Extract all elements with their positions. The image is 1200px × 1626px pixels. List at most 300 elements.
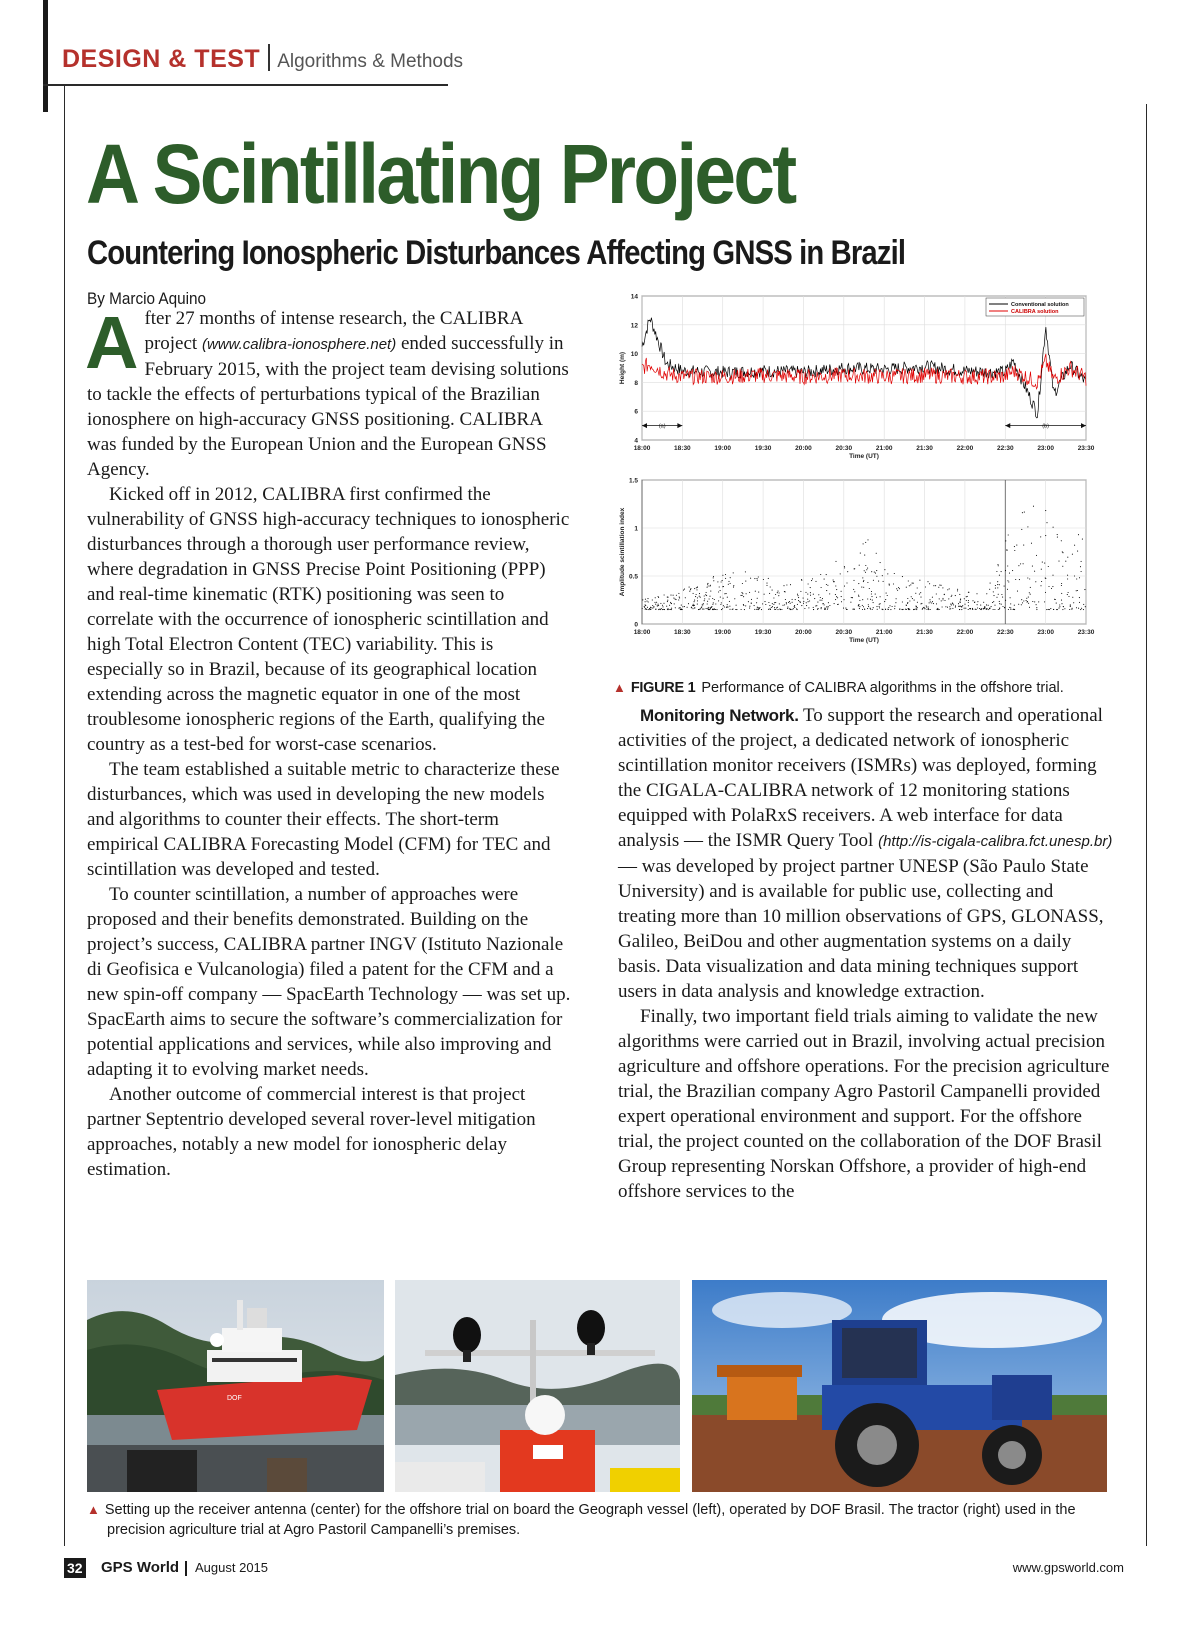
data-point bbox=[1032, 601, 1033, 602]
data-point bbox=[697, 604, 698, 605]
data-point bbox=[923, 607, 924, 608]
data-point bbox=[722, 586, 723, 587]
data-point bbox=[796, 608, 797, 609]
data-point bbox=[761, 609, 762, 610]
data-point bbox=[719, 586, 720, 587]
data-point bbox=[835, 594, 836, 595]
x-tick-label: 21:30 bbox=[916, 629, 933, 636]
data-point bbox=[894, 606, 895, 607]
x-tick-label: 20:00 bbox=[795, 629, 812, 636]
data-point bbox=[844, 586, 845, 587]
data-point bbox=[688, 603, 689, 604]
data-point bbox=[964, 604, 965, 605]
data-point bbox=[994, 605, 995, 606]
data-point bbox=[1046, 609, 1047, 610]
data-point bbox=[817, 602, 818, 603]
data-point bbox=[861, 587, 862, 588]
data-point bbox=[1045, 592, 1046, 593]
data-point bbox=[1050, 608, 1051, 609]
data-point bbox=[1015, 579, 1016, 580]
section-divider bbox=[268, 44, 270, 71]
data-point bbox=[1083, 604, 1084, 605]
data-point bbox=[919, 594, 920, 595]
data-point bbox=[998, 609, 999, 610]
data-point bbox=[961, 606, 962, 607]
data-point bbox=[859, 600, 860, 601]
data-point bbox=[658, 604, 659, 605]
paragraph: Kicked off in 2012, CALIBRA first confirmed the vulnerability of GNSS high-accuracy techniques to ionospheric disturbances through a thorough user performance review, where degradation in GNSS Precise Point Positioning (PPP) and real-time kinematic (RTK) positioning was seen to correlate with the occurrence of ionospheric scintillation and high Total Electron Content (TEC) variability. This is especially so in Brazil, because of its geographical location extending across the magnetic equator in one of the most troublesome ionospheric regions of the Earth, qualifying the country as a test-bed for worst-case scenarios. bbox=[87, 484, 570, 755]
data-point bbox=[1061, 593, 1062, 594]
data-point bbox=[774, 602, 775, 603]
data-point bbox=[917, 607, 918, 608]
data-point bbox=[756, 609, 757, 610]
data-point bbox=[1010, 609, 1011, 610]
ismr-url-link[interactable]: (http://is-cigala-calibra.fct.unesp.br) bbox=[878, 833, 1113, 850]
data-point bbox=[998, 594, 999, 595]
data-point bbox=[888, 609, 889, 610]
data-point bbox=[1052, 586, 1053, 587]
data-point bbox=[965, 608, 966, 609]
data-point bbox=[684, 606, 685, 607]
data-point bbox=[853, 609, 854, 610]
data-point bbox=[675, 599, 676, 600]
data-point bbox=[694, 607, 695, 608]
data-point bbox=[865, 565, 866, 566]
data-point bbox=[813, 594, 814, 595]
data-point bbox=[657, 605, 658, 606]
article-subtitle: Countering Ionospheric Disturbances Affecting GNSS in Brazil bbox=[87, 234, 906, 272]
data-point bbox=[871, 596, 872, 597]
data-point bbox=[833, 579, 834, 580]
data-point bbox=[850, 602, 851, 603]
data-point bbox=[863, 543, 864, 544]
data-point bbox=[926, 609, 927, 610]
data-point bbox=[673, 598, 674, 599]
data-point bbox=[835, 561, 836, 562]
data-point bbox=[995, 588, 996, 589]
data-point bbox=[1034, 601, 1035, 602]
data-point bbox=[1004, 586, 1005, 587]
data-point bbox=[1082, 539, 1083, 540]
data-point bbox=[778, 595, 779, 596]
data-point bbox=[826, 574, 827, 575]
data-point bbox=[728, 581, 729, 582]
data-point bbox=[693, 605, 694, 606]
data-point bbox=[867, 608, 868, 609]
data-point bbox=[646, 609, 647, 610]
data-point bbox=[826, 606, 827, 607]
data-point bbox=[652, 608, 653, 609]
data-point bbox=[696, 594, 697, 595]
data-point bbox=[697, 587, 698, 588]
data-point bbox=[697, 597, 698, 598]
data-point bbox=[742, 583, 743, 584]
x-tick-label: 20:00 bbox=[795, 445, 812, 452]
data-point bbox=[769, 605, 770, 606]
data-point bbox=[894, 573, 895, 574]
data-point bbox=[801, 580, 802, 581]
data-point bbox=[1005, 600, 1006, 601]
data-point bbox=[977, 607, 978, 608]
data-point bbox=[1008, 534, 1009, 535]
data-point bbox=[656, 602, 657, 603]
data-point bbox=[723, 605, 724, 606]
data-point bbox=[959, 606, 960, 607]
data-point bbox=[813, 609, 814, 610]
data-point bbox=[699, 593, 700, 594]
data-point bbox=[1076, 607, 1077, 608]
data-point bbox=[993, 609, 994, 610]
data-point bbox=[952, 608, 953, 609]
data-point bbox=[836, 596, 837, 597]
data-point bbox=[746, 593, 747, 594]
data-point bbox=[925, 586, 926, 587]
data-point bbox=[865, 572, 866, 573]
y-axis-label: Amplitude scintillation index bbox=[619, 507, 626, 597]
data-point bbox=[667, 609, 668, 610]
data-point bbox=[673, 595, 674, 596]
data-point bbox=[652, 605, 653, 606]
data-point bbox=[1005, 570, 1006, 571]
data-point bbox=[721, 581, 722, 582]
data-point bbox=[789, 601, 790, 602]
data-point bbox=[858, 583, 859, 584]
data-point bbox=[757, 598, 758, 599]
data-point bbox=[713, 609, 714, 610]
data-point bbox=[705, 594, 706, 595]
data-point bbox=[854, 568, 855, 569]
paragraph-monitoring bbox=[618, 703, 1114, 1004]
data-point bbox=[645, 599, 646, 600]
data-point bbox=[1044, 601, 1045, 602]
legend-entry: CALIBRA solution bbox=[1011, 309, 1059, 315]
data-point bbox=[913, 609, 914, 610]
data-point bbox=[716, 609, 717, 610]
data-point bbox=[666, 606, 667, 607]
data-point bbox=[920, 597, 921, 598]
data-point bbox=[999, 608, 1000, 609]
data-point bbox=[1023, 600, 1024, 601]
data-point bbox=[888, 607, 889, 608]
data-point bbox=[742, 595, 743, 596]
data-point bbox=[1072, 597, 1073, 598]
data-point bbox=[736, 605, 737, 606]
data-point bbox=[777, 609, 778, 610]
left-column bbox=[85, 301, 571, 1182]
data-point bbox=[650, 609, 651, 610]
data-point bbox=[916, 608, 917, 609]
data-point bbox=[885, 609, 886, 610]
data-point bbox=[648, 609, 649, 610]
data-point bbox=[1059, 606, 1060, 607]
data-point bbox=[870, 599, 871, 600]
data-point bbox=[757, 607, 758, 608]
data-point bbox=[993, 591, 994, 592]
data-point bbox=[1004, 607, 1005, 608]
data-point bbox=[951, 596, 952, 597]
data-point bbox=[858, 595, 859, 596]
data-point bbox=[661, 608, 662, 609]
data-point bbox=[1061, 603, 1062, 604]
figure-caption bbox=[613, 680, 1064, 696]
data-point bbox=[681, 605, 682, 606]
data-point bbox=[834, 581, 835, 582]
data-point bbox=[773, 597, 774, 598]
data-point bbox=[786, 602, 787, 603]
data-point bbox=[870, 609, 871, 610]
data-point bbox=[877, 609, 878, 610]
data-point bbox=[647, 598, 648, 599]
data-point bbox=[907, 603, 908, 604]
data-point bbox=[663, 603, 664, 604]
data-point bbox=[756, 602, 757, 603]
data-point bbox=[1036, 607, 1037, 608]
data-point bbox=[926, 607, 927, 608]
data-point bbox=[797, 594, 798, 595]
data-point bbox=[945, 606, 946, 607]
data-point bbox=[670, 595, 671, 596]
data-point bbox=[1023, 545, 1024, 546]
data-point bbox=[867, 598, 868, 599]
data-point bbox=[694, 605, 695, 606]
data-point bbox=[823, 603, 824, 604]
data-point bbox=[700, 597, 701, 598]
data-point bbox=[785, 599, 786, 600]
data-point bbox=[687, 607, 688, 608]
x-tick-label: 18:30 bbox=[674, 629, 691, 636]
x-tick-label: 18:00 bbox=[633, 445, 651, 452]
data-point bbox=[955, 605, 956, 606]
data-point bbox=[909, 609, 910, 610]
data-point bbox=[1057, 534, 1058, 535]
data-point bbox=[690, 588, 691, 589]
data-point bbox=[841, 596, 842, 597]
data-point bbox=[800, 602, 801, 603]
data-point bbox=[919, 580, 920, 581]
data-point bbox=[889, 585, 890, 586]
data-point bbox=[962, 605, 963, 606]
data-point bbox=[711, 606, 712, 607]
data-point bbox=[790, 603, 791, 604]
paragraph-text: To support the research and operational activities of the project, a dedicated network of ionospheric scintillation monitor receivers (ISMRs) was deployed, forming the CIGALA-CALIBRA network of 12 monitoring stations equipped with PolaRxS receivers. A web interface for data analysis — the ISMR Query Tool bbox=[618, 705, 1103, 851]
data-point bbox=[764, 594, 765, 595]
data-point bbox=[721, 602, 722, 603]
data-point bbox=[795, 599, 796, 600]
website-link[interactable]: www.gpsworld.com bbox=[1012, 1560, 1124, 1575]
data-point bbox=[706, 595, 707, 596]
data-point bbox=[1067, 557, 1068, 558]
data-point bbox=[968, 609, 969, 610]
data-point bbox=[1080, 566, 1081, 567]
data-point bbox=[864, 555, 865, 556]
data-point bbox=[1045, 510, 1046, 511]
data-point bbox=[1021, 599, 1022, 600]
data-point bbox=[690, 589, 691, 590]
data-point bbox=[762, 603, 763, 604]
data-point bbox=[958, 603, 959, 604]
y-axis-label: Height (m) bbox=[619, 351, 626, 385]
data-point bbox=[792, 602, 793, 603]
data-point bbox=[939, 609, 940, 610]
data-point bbox=[697, 600, 698, 601]
data-point bbox=[733, 585, 734, 586]
data-point bbox=[708, 585, 709, 586]
data-point bbox=[790, 584, 791, 585]
data-point bbox=[827, 607, 828, 608]
data-point bbox=[779, 592, 780, 593]
data-point bbox=[1049, 609, 1050, 610]
data-point bbox=[801, 605, 802, 606]
data-point bbox=[834, 603, 835, 604]
data-point bbox=[768, 609, 769, 610]
data-point bbox=[988, 605, 989, 606]
data-point bbox=[854, 591, 855, 592]
data-point bbox=[972, 609, 973, 610]
x-tick-label: 22:00 bbox=[956, 629, 974, 636]
triangle-icon: ▲ bbox=[613, 680, 626, 695]
data-point bbox=[972, 600, 973, 601]
data-point bbox=[984, 607, 985, 608]
data-point bbox=[713, 602, 714, 603]
data-point bbox=[680, 609, 681, 610]
paragraph: Another outcome of commercial interest is that project partner Septentrio developed several rover-level mitigation approaches, notably a new model for ionospheric delay estimation. bbox=[87, 1084, 536, 1180]
data-point bbox=[1085, 606, 1086, 607]
data-point bbox=[658, 596, 659, 597]
data-point bbox=[759, 608, 760, 609]
data-point bbox=[712, 598, 713, 599]
data-point bbox=[689, 587, 690, 588]
data-point bbox=[913, 583, 914, 584]
data-point bbox=[902, 576, 903, 577]
data-point bbox=[899, 609, 900, 610]
data-point bbox=[727, 606, 728, 607]
data-point bbox=[734, 598, 735, 599]
x-tick-label: 20:30 bbox=[835, 445, 853, 452]
data-point bbox=[1065, 561, 1066, 562]
data-point bbox=[907, 598, 908, 599]
figure-1-charts bbox=[616, 290, 1110, 654]
data-point bbox=[712, 609, 713, 610]
data-point bbox=[951, 604, 952, 605]
data-point bbox=[674, 603, 675, 604]
data-point bbox=[927, 581, 928, 582]
data-point bbox=[1079, 602, 1080, 603]
data-point bbox=[1035, 581, 1036, 582]
data-point bbox=[936, 603, 937, 604]
data-point bbox=[858, 605, 859, 606]
data-point bbox=[959, 594, 960, 595]
data-point bbox=[1053, 527, 1054, 528]
data-point bbox=[960, 599, 961, 600]
data-point bbox=[797, 604, 798, 605]
data-point bbox=[986, 604, 987, 605]
data-point bbox=[1029, 592, 1030, 593]
data-point bbox=[694, 601, 695, 602]
page-number: 32 bbox=[64, 1558, 86, 1578]
data-point bbox=[1058, 608, 1059, 609]
data-point bbox=[966, 596, 967, 597]
data-point bbox=[1005, 540, 1006, 541]
data-point bbox=[1024, 512, 1025, 513]
data-point bbox=[997, 564, 998, 565]
data-point bbox=[730, 583, 731, 584]
data-point bbox=[679, 597, 680, 598]
data-point bbox=[853, 589, 854, 590]
data-point bbox=[670, 602, 671, 603]
data-point bbox=[706, 608, 707, 609]
data-point bbox=[1048, 586, 1049, 587]
data-point bbox=[768, 602, 769, 603]
data-point bbox=[873, 580, 874, 581]
data-point bbox=[911, 596, 912, 597]
data-point bbox=[942, 598, 943, 599]
section-header bbox=[62, 44, 463, 74]
height-chart bbox=[616, 290, 1110, 470]
data-point bbox=[720, 590, 721, 591]
data-point bbox=[892, 606, 893, 607]
data-point bbox=[803, 603, 804, 604]
data-point bbox=[743, 596, 744, 597]
data-point bbox=[871, 593, 872, 594]
data-point bbox=[1069, 609, 1070, 610]
data-point bbox=[646, 601, 647, 602]
data-point bbox=[1046, 522, 1047, 523]
data-point bbox=[723, 598, 724, 599]
data-point bbox=[748, 601, 749, 602]
calibra-url-link[interactable]: (www.calibra-ionosphere.net) bbox=[201, 336, 397, 353]
x-tick-label: 21:00 bbox=[875, 445, 893, 452]
data-point bbox=[942, 606, 943, 607]
data-point bbox=[996, 597, 997, 598]
data-point bbox=[645, 608, 646, 609]
data-point bbox=[994, 609, 995, 610]
data-point bbox=[772, 590, 773, 591]
data-point bbox=[754, 605, 755, 606]
x-tick-label: 21:00 bbox=[875, 629, 893, 636]
data-point bbox=[1030, 594, 1031, 595]
data-point bbox=[1034, 571, 1035, 572]
data-point bbox=[768, 578, 769, 579]
data-point bbox=[1077, 590, 1078, 591]
data-point bbox=[895, 602, 896, 603]
data-point bbox=[805, 592, 806, 593]
data-point bbox=[906, 587, 907, 588]
data-point bbox=[720, 597, 721, 598]
data-point bbox=[806, 605, 807, 606]
triangle-icon: ▲ bbox=[87, 1502, 100, 1517]
data-point bbox=[889, 584, 890, 585]
paragraph-text: fter 27 months of intense research, the CALIBRA project bbox=[144, 308, 523, 354]
data-point bbox=[726, 607, 727, 608]
data-point bbox=[847, 571, 848, 572]
data-point bbox=[950, 608, 951, 609]
data-point bbox=[721, 609, 722, 610]
data-point bbox=[909, 585, 910, 586]
data-point bbox=[1062, 609, 1063, 610]
data-point bbox=[678, 608, 679, 609]
data-point bbox=[749, 606, 750, 607]
data-point bbox=[1021, 604, 1022, 605]
data-point bbox=[872, 600, 873, 601]
data-point bbox=[1014, 546, 1015, 547]
data-point bbox=[773, 604, 774, 605]
data-point bbox=[1026, 598, 1027, 599]
data-point bbox=[740, 595, 741, 596]
data-point bbox=[1022, 512, 1023, 513]
data-point bbox=[817, 609, 818, 610]
data-point bbox=[887, 573, 888, 574]
data-point bbox=[958, 606, 959, 607]
